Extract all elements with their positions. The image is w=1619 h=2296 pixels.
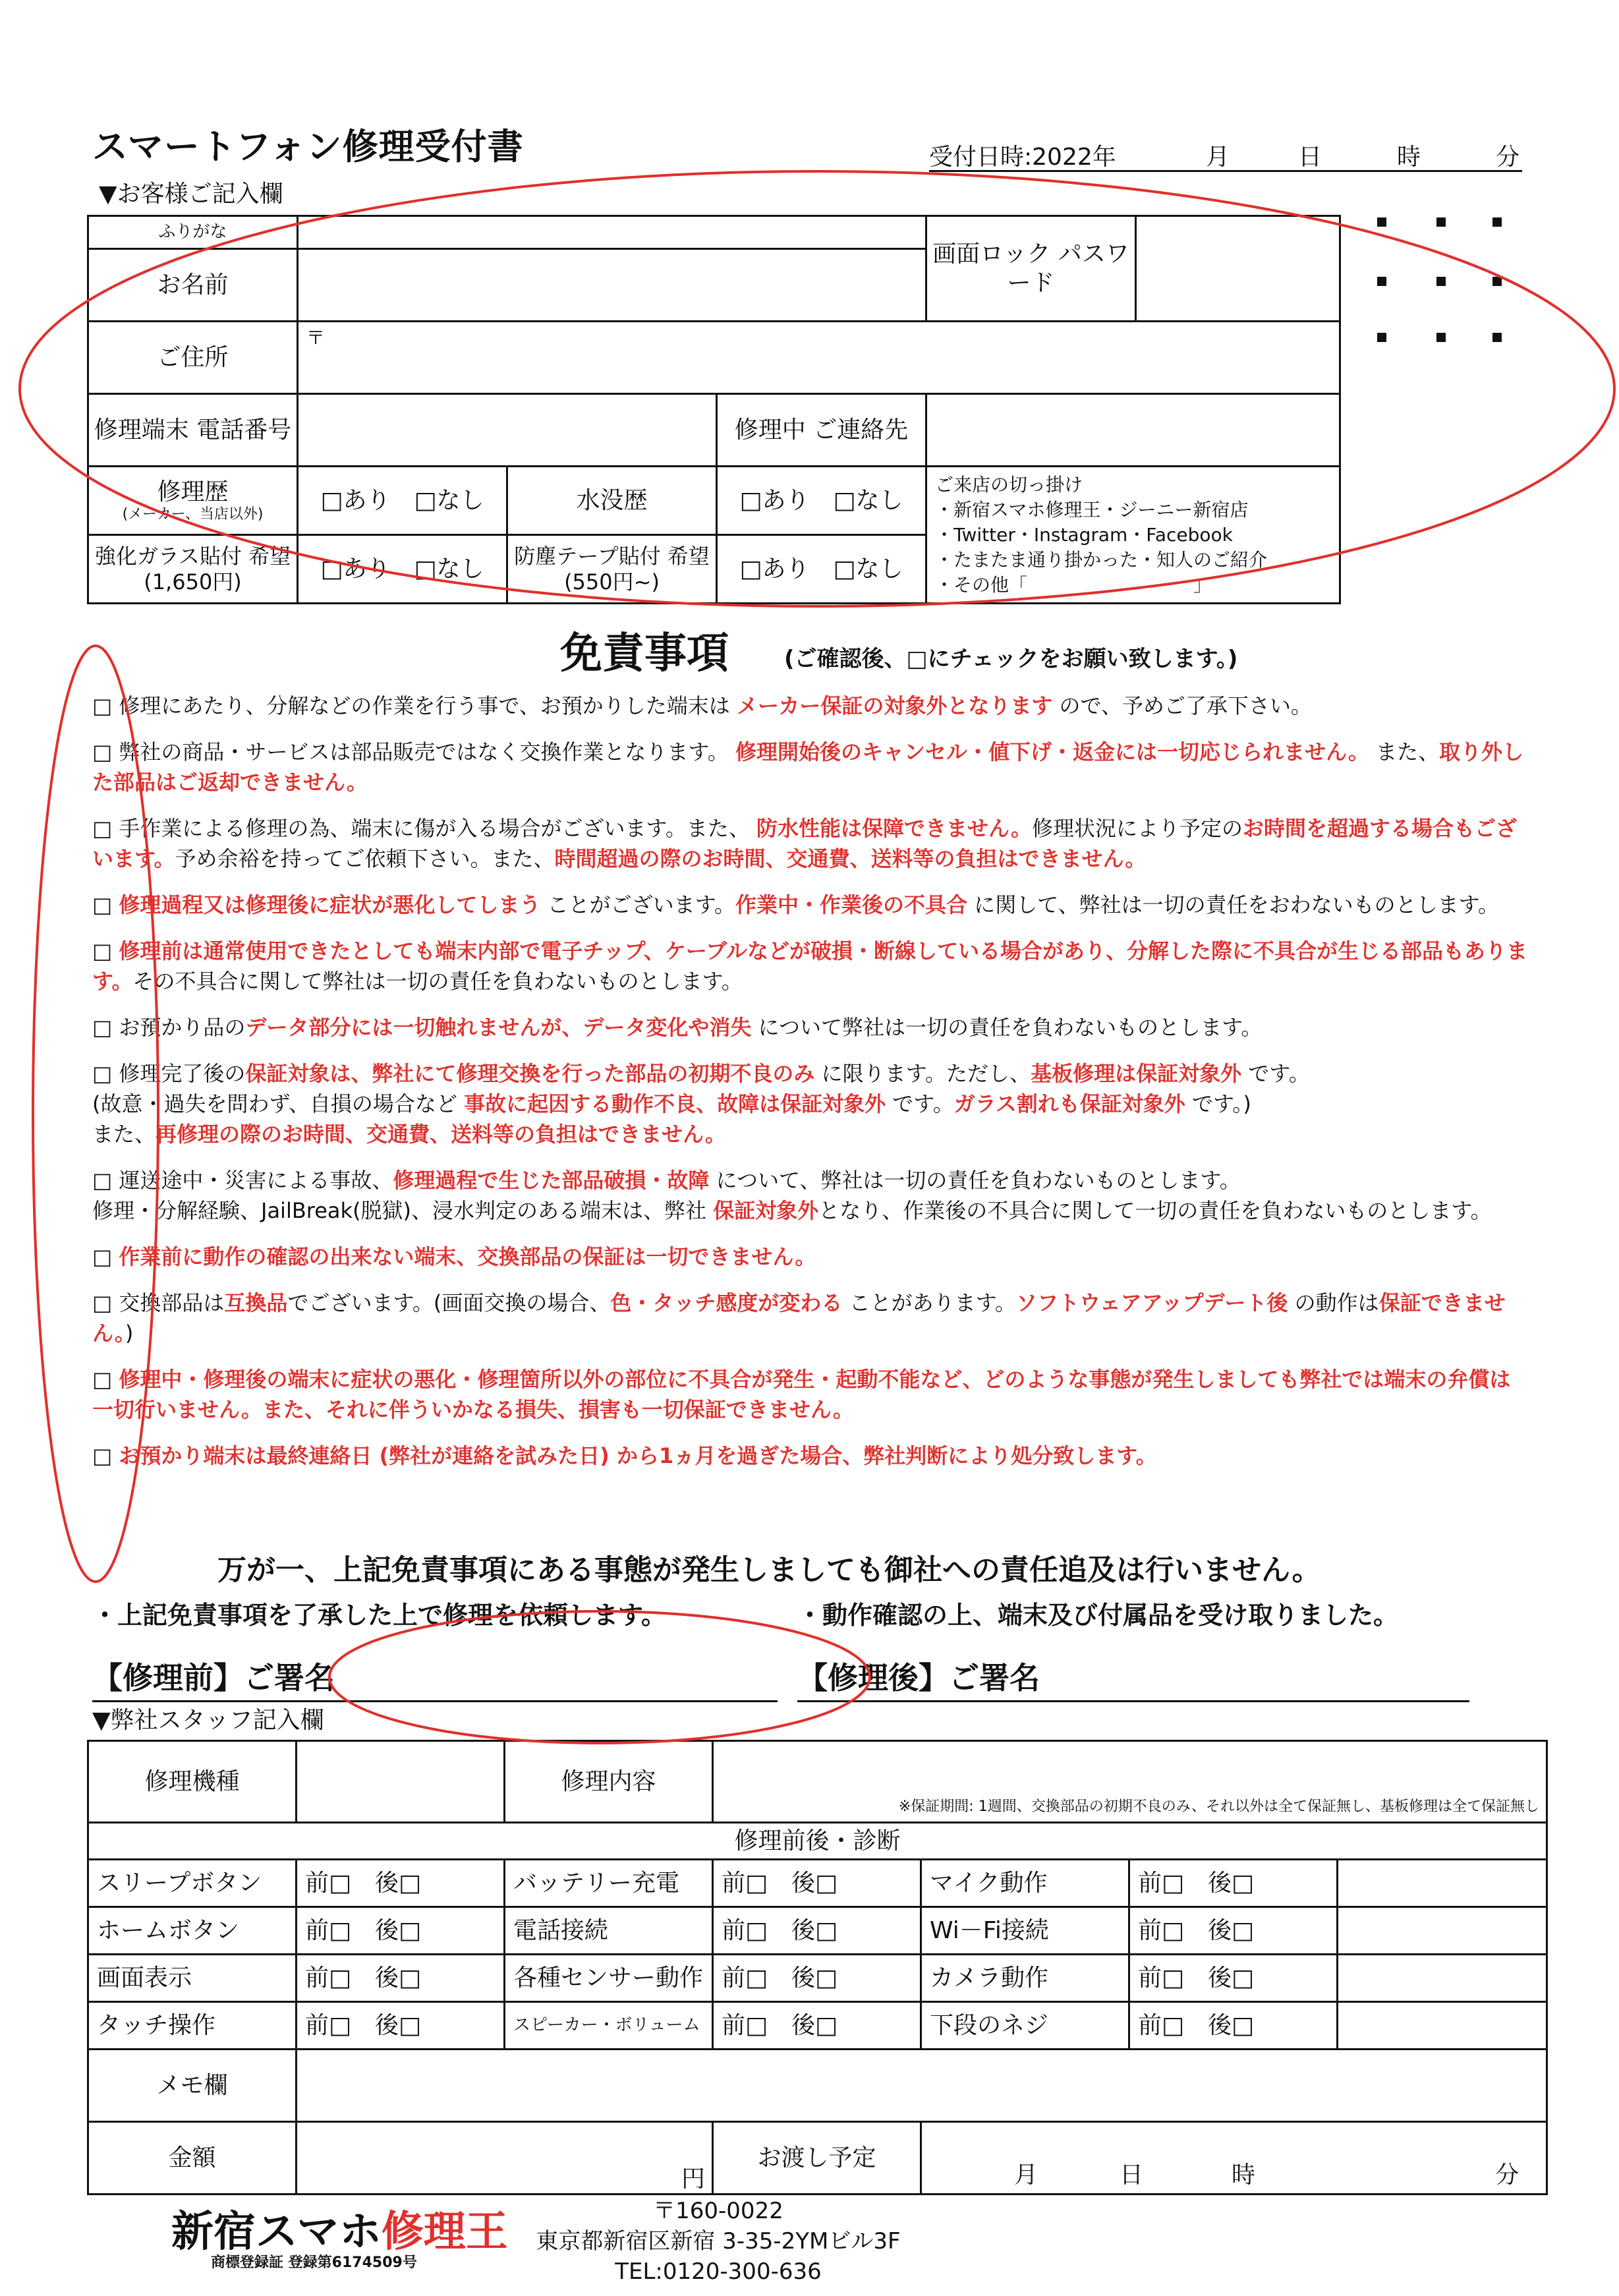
repair-history-checkbox[interactable]: □あり □なし [298,467,507,535]
device-phone-label: 修理端末 電話番号 [88,394,298,467]
check-label: 下段のネジ [921,2002,1129,2050]
postal-mark: 〒 [306,327,326,349]
check-label: マイク動作 [921,1860,1129,1907]
check-box[interactable]: 前□ 後□ [297,1907,505,1955]
check-label: 画面表示 [88,1955,297,2002]
glass-checkbox[interactable]: □あり □なし [298,535,507,604]
check-label: Wi－Fi接続 [921,1907,1129,1955]
tape-label: 防塵テープ貼付 希望(550円~) [507,535,717,604]
received-day: 日 [1298,144,1322,171]
disclaimer-item[interactable]: □ 交換部品は互換品でございます。(画面交換の場合、色・タッチ感度が変わる ことがあります。ソフトウェアアップデート後 の動作は保証できません。) [92,1290,1506,1346]
disclaimer-item[interactable]: □ 修理過程又は修理後に症状が悪化してしまう ことがございます。作業中・作業後の不具合 に関して、弊社は一切の責任をおわないものとします。 [92,892,1500,917]
memo-label: メモ欄 [88,2050,297,2122]
received-label: 受付日時:2022年 [929,144,1116,171]
check-box[interactable]: 前□ 後□ [297,2002,505,2050]
ack-request: ・上記免責事項を了承した上で修理を依頼します。 [92,1601,666,1630]
diagnosis-header: 修理前後・診断 [88,1823,1547,1860]
handover-month: 月 [1014,2161,1038,2189]
disclaimer-item[interactable]: □ 弊社の商品・サービスは部品販売ではなく交換作業となります。 修理開始後のキャンセル・値下げ・返金には一切応じられません。 また、取り外した部品はご返却できません。 [92,739,1524,795]
postal-code: 〒160-0022 [653,2198,783,2224]
contact-label: 修理中 ご連絡先 [717,394,926,467]
final-statement: 万が一、上記免責事項にある事態が発生しましても御社への責任追及は行いません。 [217,1553,1321,1587]
disclaimer-item[interactable]: □ 手作業による修理の為、端末に傷が入る場合がございます。また、 防水性能は保障できません。修理状況により予定のお時間を超過する場合もございます。予め余裕を持ってご依頼下さい。また、時間超過の際のお時間、交通費、送料等の負担はできません。 [92,816,1517,871]
received-month: 月 [1206,144,1230,171]
ack-receipt: ・動作確認の上、端末及び付属品を受け取りました。 [797,1601,1399,1630]
water-damage-checkbox[interactable]: □あり □なし [717,467,926,535]
form-title: スマートフォン修理受付書 [92,126,524,167]
check-label: スピーカー・ボリューム [505,2002,713,2050]
check-box[interactable]: 前□ 後□ [1129,1860,1338,1907]
disclaimer-title: 免責事項 [560,629,729,678]
phone-number: TEL:0120-300-636 [615,2258,822,2285]
customer-section-heading: ▼お客様ご記入欄 [99,181,283,208]
check-label: タッチ操作 [88,2002,297,2050]
tape-checkbox[interactable]: □あり □なし [717,535,926,604]
check-box[interactable]: 前□ 後□ [713,1907,921,1955]
check-label: バッテリー充電 [505,1860,713,1907]
disclaimer-item[interactable]: □ 修理にあたり、分解などの作業を行う事で、お預かりした端末は メーカー保証の対象外となります ので、予めご了承下さい。 [92,693,1312,718]
signature-after[interactable]: 【修理後】ご署名 [797,1654,1469,1702]
handover-label: お渡し予定 [713,2122,921,2195]
check-label: スリープボタン [88,1860,297,1907]
received-hour: 時 [1397,144,1421,171]
disclaimer-item[interactable]: □ 運送途中・災害による事故、修理過程で生じた部品破損・故障 について、弊社は一切の責任を負わないものとします。 修理・分解経験、JailBreak(脱獄)、浸水判定のある端末は、弊社 保証対象外となり、作業後の不具合に関して一切の責任を負わないものとします。 [92,1168,1492,1223]
handover-hour: 時 [1232,2161,1256,2189]
yen-unit: 円 [681,2165,705,2193]
handover-day: 日 [1120,2161,1144,2189]
check-box[interactable]: 前□ 後□ [1129,2002,1338,2050]
check-box[interactable]: 前□ 後□ [713,1955,921,2002]
check-box[interactable]: 前□ 後□ [1129,1955,1338,2002]
check-label: 各種センサー動作 [505,1955,713,2002]
annotation-oval [33,646,158,1582]
staff-section-heading: ▼弊社スタッフ記入欄 [92,1707,324,1734]
signature-before[interactable]: 【修理前】ご署名 [92,1654,778,1702]
disclaimer-item[interactable]: □ 作業前に動作の確認の出来ない端末、交換部品の保証は一切できません。 [92,1244,816,1269]
check-box[interactable]: 前□ 後□ [713,1860,921,1907]
trademark-registration: 商標登録証 登録第6174509号 [211,2254,417,2271]
street-address: 東京都新宿区新宿 3-35-2YMビル3F [536,2228,901,2254]
check-label: ホームボタン [88,1907,297,1955]
check-box[interactable]: 前□ 後□ [297,1860,505,1907]
disclaimer-item[interactable]: □ お預かり端末は最終連絡日 (弊社が連絡を試みた日) から1ヵ月を過ぎた場合、弊社判断により処分致します。 [92,1443,1157,1468]
amount-label: 金額 [88,2122,297,2195]
glass-label: 強化ガラス貼付 希望(1,650円) [88,535,298,604]
model-label: 修理機種 [88,1741,297,1823]
annotation-oval [329,1611,870,1743]
water-damage-label: 水没歴 [507,467,717,535]
disclaimer-subtitle: (ご確認後、□にチェックをお願い致します。) [784,646,1238,672]
address-label: ご住所 [88,322,298,394]
disclaimer-item[interactable]: □ 修理前は通常使用できたとしても端末内部で電子チップ、ケーブルなどが破損・断線している場合があり、分解した際に不具合が生じる部品もあります。その不具合に関して弊社は一切の責任を負わないものとします。 [92,938,1528,994]
content-label: 修理内容 [505,1741,713,1823]
name-label: お名前 [88,249,298,322]
visit-reason[interactable]: ご来店の切っ掛け ・新宿スマホ修理王・ジーニー新宿店 ・Twitter・Instagram・Facebook ・たまたま通り掛かった・知人のご紹介 ・その他「 」 [926,467,1340,604]
check-label: 電話接続 [505,1907,713,1955]
repair-history-label: 修理歴 (メーカー、当店以外) [88,467,298,535]
handover-minute: 分 [1495,2161,1520,2189]
warranty-note: ※保証期間: 1週間、交換部品の初期不良のみ、それ以外は全て保証無し、基板修理は全て保証無し [898,1798,1540,1815]
disclaimer-item[interactable]: □ お預かり品のデータ部分には一切触れませんが、データ変化や消失 について弊社は一切の責任を負わないものとします。 [92,1015,1263,1040]
screen-lock-label: 画面ロック パスワード [926,216,1136,322]
annotation-oval [20,171,1614,606]
check-box[interactable]: 前□ 後□ [713,2002,921,2050]
check-label: カメラ動作 [921,1955,1129,2002]
disclaimer-item[interactable]: □ 修理完了後の保証対象は、弊社にて修理交換を行った部品の初期不良のみ に限ります。ただし、基板修理は保証対象外 です。 (故意・過失を問わず、自損の場合など 事故に起因する動作不良、故障は保証対象外 です。ガラス割れも保証対象外 です。) また、再修理の際のお時間、交通費、送料等の負担はできません。 [92,1061,1310,1147]
check-box[interactable]: 前□ 後□ [297,1955,505,2002]
shop-logo: 新宿スマホ修理王 [171,2208,508,2256]
received-minute: 分 [1496,144,1520,171]
repair-history-note: (メーカー、当店以外) [122,505,264,523]
disclaimer-item[interactable]: □ 修理中・修理後の端末に症状の悪化・修理箇所以外の部位に不具合が発生・起動不能など、どのような事態が発生しましても弊社では端末の弁償は一切行いません。また、それに伴ういかなる損失、損害も一切保証できません。 [92,1367,1511,1422]
furigana-label: ふりがな [88,216,298,249]
check-box[interactable]: 前□ 後□ [1129,1907,1338,1955]
